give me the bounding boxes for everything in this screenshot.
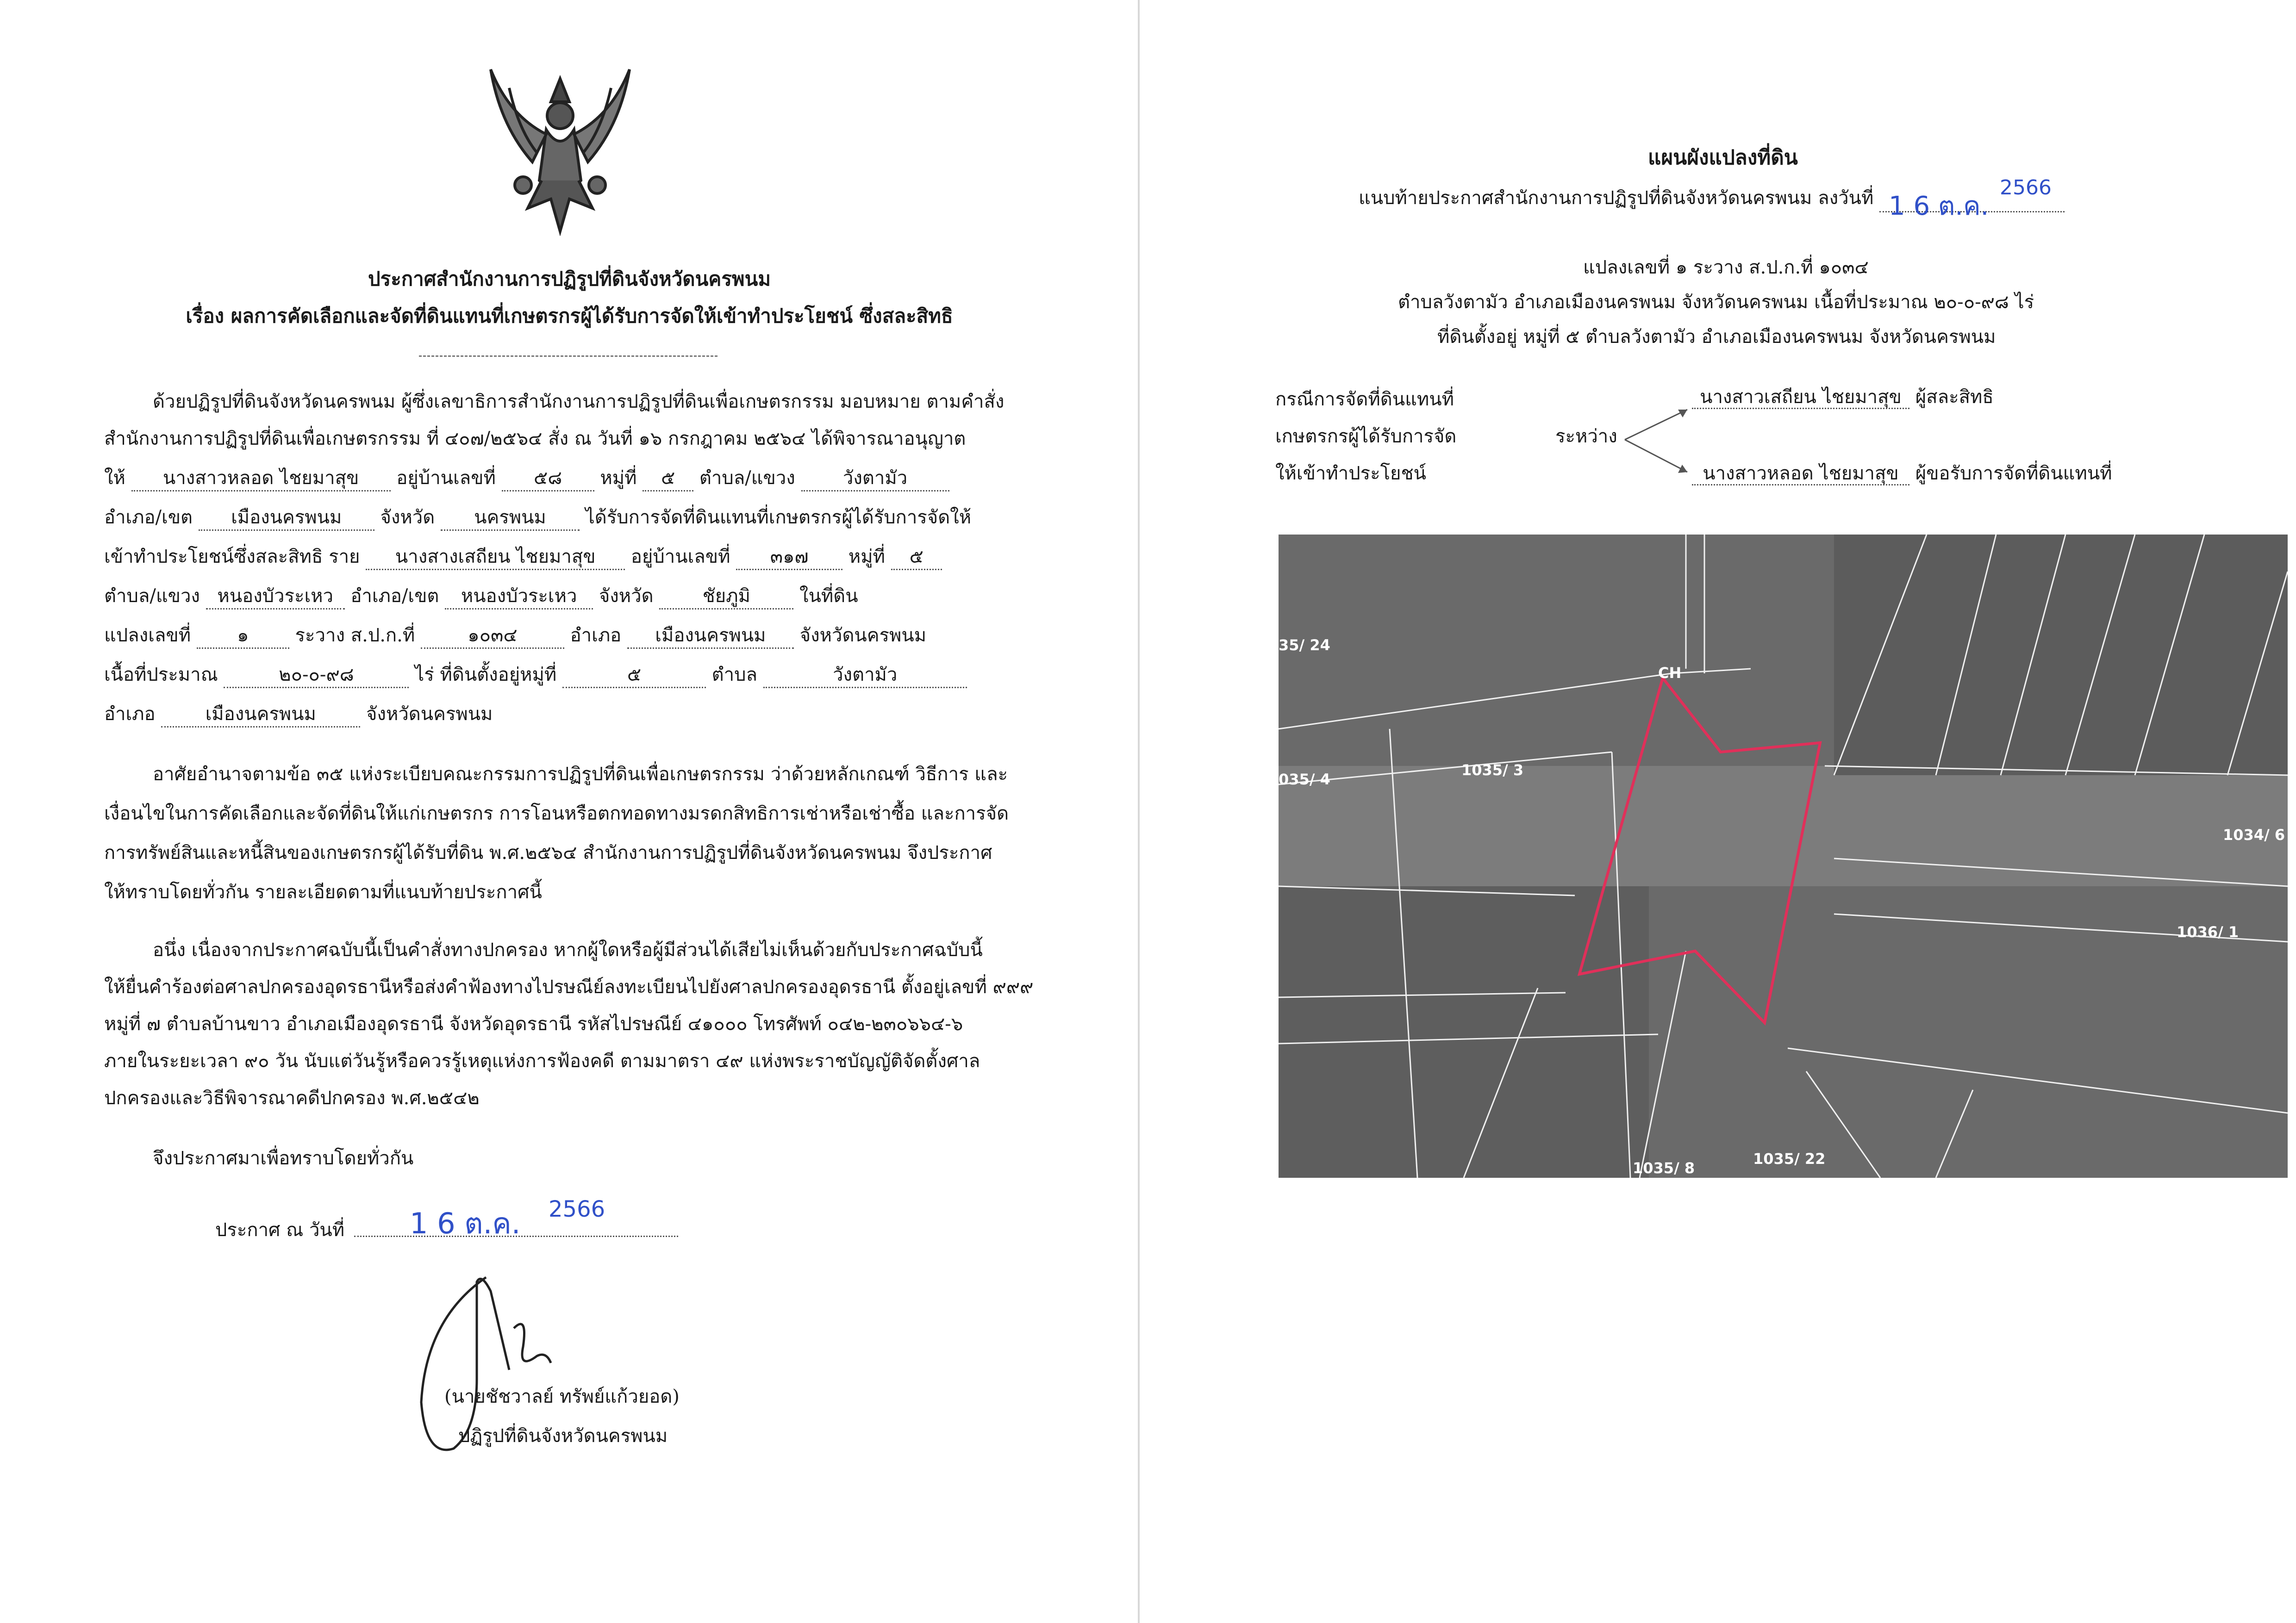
field-tambon-2: หนองบัวระเหว bbox=[206, 584, 345, 609]
label-amphoe-3: อำเภอ bbox=[570, 625, 622, 646]
case-line-2: เกษตรกรผู้ได้รับการจัด bbox=[1275, 426, 1457, 447]
between-label: ระหว่าง bbox=[1555, 426, 1617, 447]
party-2-role: ผู้ขอรับการจัดที่ดินแทนที่ bbox=[1915, 463, 2112, 484]
aerial-plot-map bbox=[1279, 535, 2288, 1178]
signer-title: ปฏิรูปที่ดินจังหวัดนครพนม bbox=[458, 1425, 668, 1447]
text-province-3: จังหวัดนครพนม bbox=[799, 625, 927, 646]
label-moo-2: หมู่ที่ bbox=[848, 546, 886, 567]
form-row-7 bbox=[104, 699, 493, 728]
announce-date-day: 1 6 ต.ค. bbox=[410, 1206, 521, 1240]
label-house-2: อยู่บ้านเลขที่ bbox=[630, 546, 730, 567]
party-1-role: ผู้สละสิทธิ bbox=[1915, 386, 1994, 408]
map-label-f: 1035/ 8 bbox=[1633, 1159, 1695, 1177]
plan-date-day: 1 6 ต.ค. bbox=[1889, 191, 1989, 221]
plan-line-3: ที่ดินตั้งอยู่ หมู่ที่ ๕ ตำบลวังตามัว อำเภอเมืองนครพนม จังหวัดนครพนม bbox=[1437, 326, 1996, 348]
field-amphoe: เมืองนครพนม bbox=[199, 505, 374, 531]
party-1-name: นางสาวเสถียน ไชยมาสุข bbox=[1692, 386, 1909, 409]
para2-line4: ให้ทราบโดยทั่วกัน รายละเอียดตามที่แนบท้ายประกาศนี้ bbox=[104, 882, 542, 903]
label-plot: แปลงเลขที่ bbox=[104, 625, 191, 646]
field-tambon-4: วังตามัว bbox=[763, 663, 967, 688]
label-waiver: เข้าทำประโยชน์ซึ่งสละสิทธิ ราย bbox=[104, 546, 360, 567]
label-tambon: ตำบล/แขวง bbox=[699, 467, 795, 489]
plan-title: แผนผังแปลงที่ดิน bbox=[1648, 146, 1798, 169]
field-province: นครพนม bbox=[441, 505, 580, 531]
form-row-5 bbox=[104, 620, 926, 650]
para3-line4: ภายในระยะเวลา ๙๐ วัน นับแต่วันรู้หรือควรรู้เหตุแห่งการฟ้องคดี ตามมาตรา ๔๙ แห่งพระราชบัญญัติจัดตั้งศาล bbox=[104, 1051, 980, 1072]
announce-date-year: 2566 bbox=[549, 1196, 605, 1222]
map-label-b: 035/ 4 bbox=[1279, 771, 1330, 788]
garuda-emblem-icon bbox=[481, 60, 639, 236]
field-amphoe-4: เมืองนครพนม bbox=[161, 702, 360, 728]
label-amphoe-2: อำเภอ/เขต bbox=[350, 585, 439, 607]
field-sheet-no: ๑๐๓๔ bbox=[421, 623, 564, 649]
text-received: ได้รับการจัดที่ดินแทนที่เกษตรกรผู้ได้รับการจัดให้ bbox=[585, 507, 972, 528]
map-label-d: 1034/ 6 bbox=[2223, 826, 2285, 844]
map-label-h: CH bbox=[1658, 664, 1682, 682]
label-give: ให้ bbox=[104, 467, 125, 489]
map-label-a: 35/ 24 bbox=[1279, 636, 1330, 654]
announcement-title: ประกาศสำนักงานการปฏิรูปที่ดินจังหวัดนครพนม bbox=[368, 267, 771, 290]
form-row-3 bbox=[104, 541, 942, 571]
field-province-2: ชัยภูมิ bbox=[659, 584, 793, 609]
map-label-g: 1035/ 22 bbox=[1753, 1150, 1826, 1168]
label-location-moo: ที่ดินตั้งอยู่หมู่ที่ bbox=[440, 664, 557, 685]
field-house-no-2: ๓๑๗ bbox=[736, 545, 842, 570]
label-moo: หมู่ที่ bbox=[600, 467, 637, 489]
label-house: อยู่บ้านเลขที่ bbox=[396, 467, 496, 489]
plan-attach-line bbox=[1359, 176, 2065, 221]
field-house-no: ๕๘ bbox=[502, 466, 594, 491]
party-2-line bbox=[1692, 458, 2112, 488]
plan-date-field bbox=[1879, 176, 2065, 221]
form-row-4 bbox=[104, 581, 858, 610]
form-row-1 bbox=[104, 463, 949, 492]
announce-date-field bbox=[354, 1192, 678, 1240]
form-row-6 bbox=[104, 659, 967, 689]
case-line-1: กรณีการจัดที่ดินแทนที่ bbox=[1275, 389, 1454, 410]
title-divider bbox=[419, 355, 718, 357]
label-amphoe-4: อำเภอ bbox=[104, 703, 156, 725]
text-in-land: ในที่ดิน bbox=[799, 585, 858, 607]
para3-line5: ปกครองและวิธีพิจารณาคดีปกครอง พ.ศ.๒๕๔๒ bbox=[104, 1088, 480, 1109]
branch-arrow-icon bbox=[1620, 398, 1694, 481]
field-waiver-name: นางสางเสถียน ไชยมาสุข bbox=[366, 545, 625, 570]
plan-attach-label: แนบท้ายประกาศสำนักงานการปฏิรูปที่ดินจังหวัดนครพนม ลงวันที่ bbox=[1359, 187, 1874, 209]
closing-text: จึงประกาศมาเพื่อทราบโดยทั่วกัน bbox=[153, 1148, 414, 1169]
para1-line2: สำนักงานการปฏิรูปที่ดินเพื่อเกษตรกรรม ที่ ๔๐๗/๒๕๖๔ สั่ง ณ วันที่ ๑๖ กรกฎาคม ๒๕๖๔ ได้พิจารณาอนุญาต bbox=[104, 428, 966, 449]
para2-line3: การทรัพย์สินและหนี้สินของเกษตรกรผู้ได้รับที่ดิน พ.ศ.๒๕๖๔ สำนักงานการปฏิรูปที่ดินจังหวัดนครพนม จึงประกาศ bbox=[104, 842, 992, 864]
party-2-name: นางสาวหลอด ไชยมาสุข bbox=[1692, 463, 1909, 485]
map-label-c: 1035/ 3 bbox=[1461, 761, 1524, 779]
para2-line2: เงื่อนไขในการคัดเลือกและจัดที่ดินให้แก่เกษตรกร การโอนหรือตกทอดทางมรดกสิทธิการเช่าหรือเช่าซื้อ และการจัด bbox=[104, 803, 1009, 824]
field-location-moo: ๕ bbox=[562, 663, 706, 688]
case-line-3: ให้เข้าทำประโยชน์ bbox=[1275, 463, 1426, 484]
para1-line1: ด้วยปฏิรูปที่ดินจังหวัดนครพนม ผู้ซึ่งเลขาธิการสำนักงานการปฏิรูปที่ดินเพื่อเกษตรกรรม มอบหมาย ตามคำสั่ง bbox=[153, 391, 1004, 412]
label-tambon-2: ตำบล/แขวง bbox=[104, 585, 200, 607]
announcement-page bbox=[0, 0, 1139, 1623]
signer-name: (นายชัชวาลย์ ทรัพย์แก้วยอด) bbox=[444, 1386, 680, 1407]
page-fold bbox=[1138, 0, 1140, 1623]
label-amphoe: อำเภอ/เขต bbox=[104, 507, 193, 528]
party-1-line bbox=[1692, 382, 1994, 411]
field-amphoe-3: เมืองนครพนม bbox=[627, 623, 794, 649]
announce-date-label: ประกาศ ณ วันที่ bbox=[215, 1219, 345, 1241]
para3-line2: ให้ยื่นคำร้องต่อศาลปกครองอุดรธานีหรือส่งคำฟ้องทางไปรษณีย์ลงทะเบียนไปยังศาลปกครองอุดรธานี ตั้งอยู่เลขที่ ๙๙๙ bbox=[104, 976, 1034, 998]
form-row-2 bbox=[104, 502, 971, 532]
field-tambon: วังตามัว bbox=[801, 466, 949, 491]
para2-line1: อาศัยอำนาจตามข้อ ๓๕ แห่งระเบียบคณะกรรมการปฏิรูปที่ดินเพื่อเกษตรกรรม ว่าด้วยหลักเกณฑ์ วิธีการ และ bbox=[153, 764, 1008, 785]
map-label-e: 1036/ 1 bbox=[2177, 923, 2239, 941]
field-moo-2: ๕ bbox=[891, 545, 942, 570]
para3-line3: หมู่ที่ ๗ ตำบลบ้านขาว อำเภอเมืองอุดรธานี จังหวัดอุดรธานี รหัสไปรษณีย์ ๔๑๐๐๐ โทรศัพท์ ๐๔๒-๒๓๐๖๖๔-๖ bbox=[104, 1014, 963, 1035]
text-province-4: จังหวัดนครพนม bbox=[366, 703, 493, 725]
para3-line1: อนึ่ง เนื่องจากประกาศฉบับนี้เป็นคำสั่งทางปกครอง หากผู้ใดหรือผู้มีส่วนได้เสียไม่เห็นด้วยกับประกาศฉบับนี้ bbox=[153, 939, 983, 961]
field-recipient-name: นางสาวหลอด ไชยมาสุข bbox=[131, 466, 391, 491]
field-area: ๒๐-๐-๙๘ bbox=[224, 663, 409, 688]
label-sheet: ระวาง ส.ป.ก.ที่ bbox=[295, 625, 415, 646]
plan-date-year: 2566 bbox=[2000, 176, 2052, 199]
announcement-subject: เรื่อง ผลการคัดเลือกและจัดที่ดินแทนที่เกษตรกรผู้ได้รับการจัดให้เข้าทำประโยชน์ ซึ่งสละสิทธิ bbox=[186, 305, 953, 327]
label-province: จังหวัด bbox=[380, 507, 435, 528]
plan-line-1: แปลงเลขที่ ๑ ระวาง ส.ป.ก.ที่ ๑๐๓๔ bbox=[1583, 257, 1869, 278]
field-plot-no: ๑ bbox=[197, 623, 289, 649]
field-amphoe-2: หนองบัวระเหว bbox=[445, 584, 593, 609]
label-tambon-4: ตำบล bbox=[711, 664, 758, 685]
plan-line-2: ตำบลวังตามัว อำเภอเมืองนครพนม จังหวัดนครพนม เนื้อที่ประมาณ ๒๐-๐-๙๘ ไร่ bbox=[1398, 292, 2034, 313]
label-area: เนื้อที่ประมาณ bbox=[104, 664, 218, 685]
label-rai: ไร่ bbox=[415, 664, 434, 685]
field-moo: ๕ bbox=[643, 466, 693, 491]
label-province-2: จังหวัด bbox=[599, 585, 654, 607]
